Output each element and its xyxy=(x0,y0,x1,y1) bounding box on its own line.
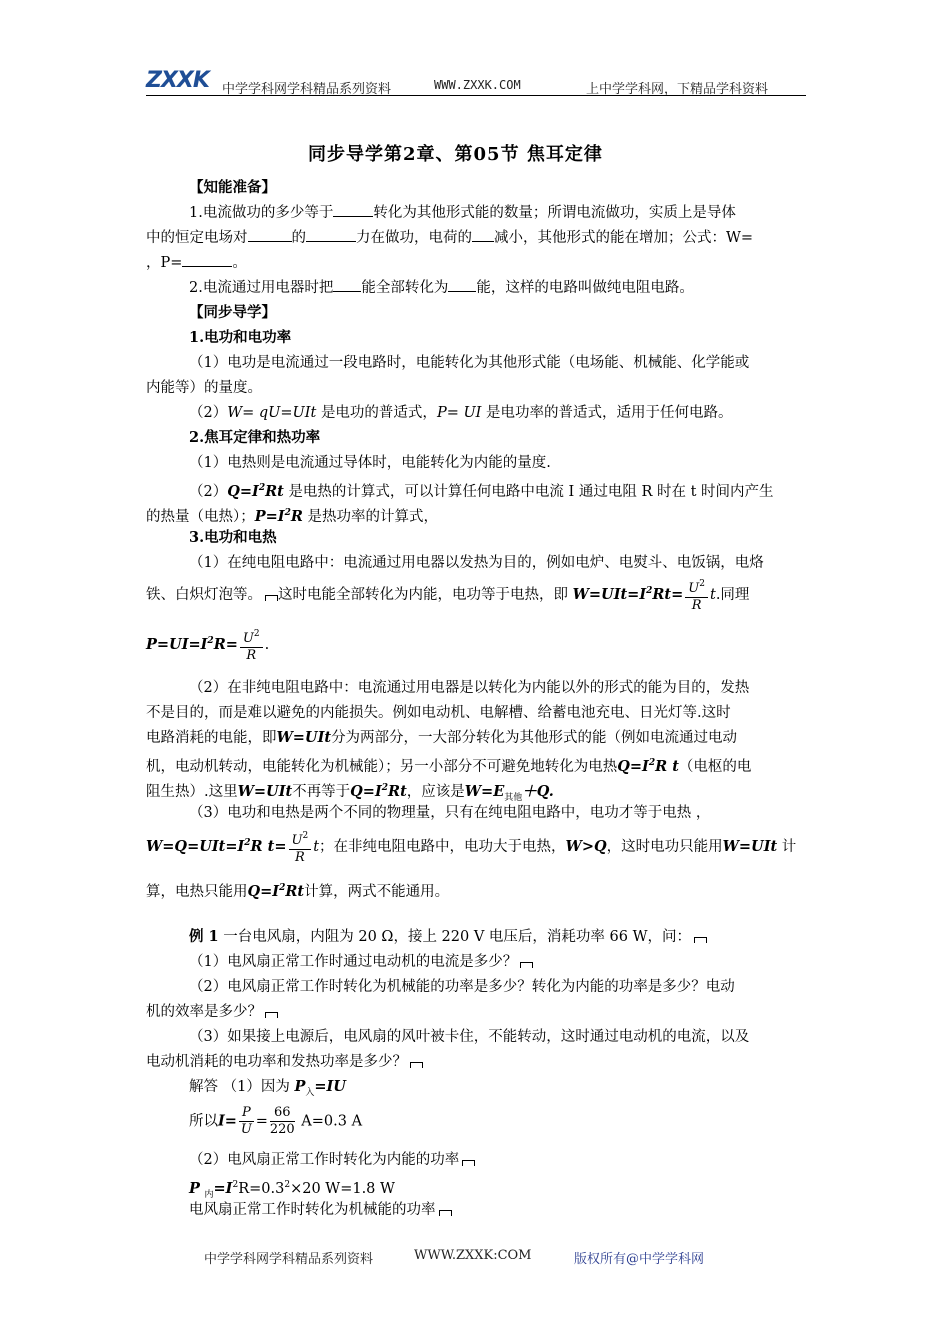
s3-line-2: 铁、白炽灯泡等。 这时电能全部转化为内能，电功等于电热，即 $W=UIt=I^2Rt=$ $\frac{U^2}{R}$ t.同理 xyxy=(146,576,749,614)
s3-line-7: 机，电动机转动，电能转化为机械能）；另一小部分不可避免地转化为电热$Q=I^2R$ t（电枢的电 xyxy=(146,758,752,775)
answer-line-2: 所以I= $\frac{P}{U}$ = $\frac{66}{220}$ A=0.3 A xyxy=(189,1105,363,1137)
footer-url[interactable]: WWW.ZXXK:COM xyxy=(414,1248,532,1263)
mark-icon xyxy=(439,1210,452,1216)
section-heading-prep: 【知能准备】 xyxy=(189,179,276,196)
example-q2-line1: （2）电风扇正常工作时转化为机械能的功率是多少？转化为内能的功率是多少？电动 xyxy=(189,979,735,995)
s1-line-2: 内能等）的量度。 xyxy=(146,380,262,396)
section-heading-guide: 【同步导学】 xyxy=(189,304,276,321)
s3-line-3: $P=UI=I^2R=$ $\frac{U^2}{R}$ . xyxy=(146,626,269,664)
mark-icon xyxy=(694,937,707,943)
fraction-u2-over-r-3: $\frac{U^2}{R}$ xyxy=(289,828,312,866)
s3-line-1: （1）在纯电阻电路中：电流通过用电器以发热为目的，例如电炉、电熨斗、电饭锅，电烙 xyxy=(189,555,764,571)
s2-line-2: $(2)Q=I^2Rt$ 是电热的计算式，可以计算任何电路中电流 I 通过电阻 R 时在 t 时间内产生 xyxy=(189,483,774,500)
mark-icon xyxy=(265,595,278,601)
page-title: 同步导学第2章、第05节 焦耳定律 xyxy=(308,144,603,165)
prep-line-3: ，P= 。 xyxy=(146,251,247,275)
s3-line-6: 电路消耗的电能，即W=UIt分为两部分，一大部分转化为其他形式的能（例如电流通过电动 xyxy=(146,729,738,746)
header-left-text: 中学学科网学科精品系列资料 xyxy=(222,82,392,97)
mark-icon xyxy=(462,1160,475,1166)
prep-line-1: 1.电流做功的多少等于 转化为其他形式能的数量；所谓电流做功，实质上是导体 xyxy=(189,201,736,225)
example-question: 例 1 一台电风扇，内阻为 20 Ω，接上 220 V 电压后，消耗功率 66 W，问： xyxy=(189,925,707,949)
footer-left-text: 中学学科网学科精品系列资料 xyxy=(204,1252,374,1267)
s3-line-10: $W=Q=UIt=I^2R$ t= $\frac{U^2}{R}$ t；在非纯电阻电路中，电功大于电热，W>Q，这时电功只能用W=UIt 计 xyxy=(146,828,796,866)
prep-line-4: 2.电流通过用电器时把 能全部转化为 能，这样的电路叫做纯电阻电路。 xyxy=(189,276,694,300)
mark-icon xyxy=(520,962,533,968)
logo-text: ZXXK xyxy=(146,68,209,93)
answer-line-4: P $_内=I^2R=0.3^2\times 20$ W=1.8 W xyxy=(189,1180,395,1200)
example-q3-line1: （3）如果接上电源后，电风扇的风叶被卡住，不能转动，这时通过电动机的电流，以及 xyxy=(189,1029,750,1045)
footer-copyright[interactable]: 版权所有@中学学科网 xyxy=(574,1252,705,1267)
answer-line-3: （2）电风扇正常工作时转化为内能的功率 xyxy=(189,1148,475,1172)
answer-line-1: 解答 （1）因为 $P_入=IU$ xyxy=(189,1078,346,1098)
subheading-3: 3.电功和电热 xyxy=(189,529,277,546)
s1-line-3: （2）W= qU=UIt 是电功的普适式，P= UI 是电功率的普适式，适用于任何电路。 xyxy=(189,405,733,421)
s1-line-1: （1）电功是电流通过一段电路时，电能转化为其他形式能（电场能、机械能、化学能或 xyxy=(189,355,750,371)
fraction-66-over-220: $\frac{66}{220}$ xyxy=(269,1105,295,1137)
answer-line-5: 电风扇正常工作时转化为机械能的功率 xyxy=(189,1198,452,1222)
example-q3-line2: 电动机消耗的电功率和发热功率是多少？ xyxy=(146,1050,423,1074)
example-q1: （1）电风扇正常工作时通过电动机的电流是多少？ xyxy=(189,950,533,974)
fraction-u2-over-r: $\frac{U^2}{R}$ xyxy=(685,576,708,614)
header-right-text: 上中学学科网，下精品学科资料 xyxy=(586,82,769,97)
s3-line-5: 不是目的，而是难以避免的内能损失。例如电动机、电解槽、给蓄电池充电、日光灯等.这时 xyxy=(146,705,731,721)
header-divider xyxy=(146,95,806,96)
header-url[interactable]: WWW.ZXXK.COM xyxy=(434,78,521,92)
s2-line-1: （1）电热则是电流通过导体时，电能转化为内能的量度. xyxy=(189,455,551,471)
subheading-1: 1.电功和电功率 xyxy=(189,329,292,346)
fraction-p-over-u: $\frac{P}{U}$ xyxy=(240,1105,252,1137)
s3-line-11: 算，电热只能用$Q=I^2Rt$计算，两式不能通用。 xyxy=(146,883,450,900)
mark-icon xyxy=(265,1012,278,1018)
subheading-2: 2.焦耳定律和热功率 xyxy=(189,429,321,446)
site-logo xyxy=(146,68,216,94)
s2-line-3: 的热量（电热）；$P=I^2R$ 是热功率的计算式， xyxy=(146,508,439,525)
example-q2-line2: 机的效率是多少？ xyxy=(146,1000,278,1024)
fraction-u2-over-r-2: $\frac{U^2}{R}$ xyxy=(240,626,263,664)
prep-line-2: 中的恒定电场对 的 力在做功，电荷的 减小，其他形式的能在增加；公式：W= xyxy=(146,226,753,250)
s3-line-4: （2）在非纯电阻电路中：电流通过用电器是以转化为内能以外的形式的能为目的，发热 xyxy=(189,680,750,696)
mark-icon xyxy=(410,1062,423,1068)
s3-line-8: 阻生热）.这里W=UIt不再等于$Q=I^2Rt$，应该是$W=E_{其他}+Q$. xyxy=(146,783,554,803)
s3-line-9: （3）电功和电热是两个不同的物理量，只有在纯电阻电路中，电功才等于电热 ， xyxy=(189,805,711,821)
